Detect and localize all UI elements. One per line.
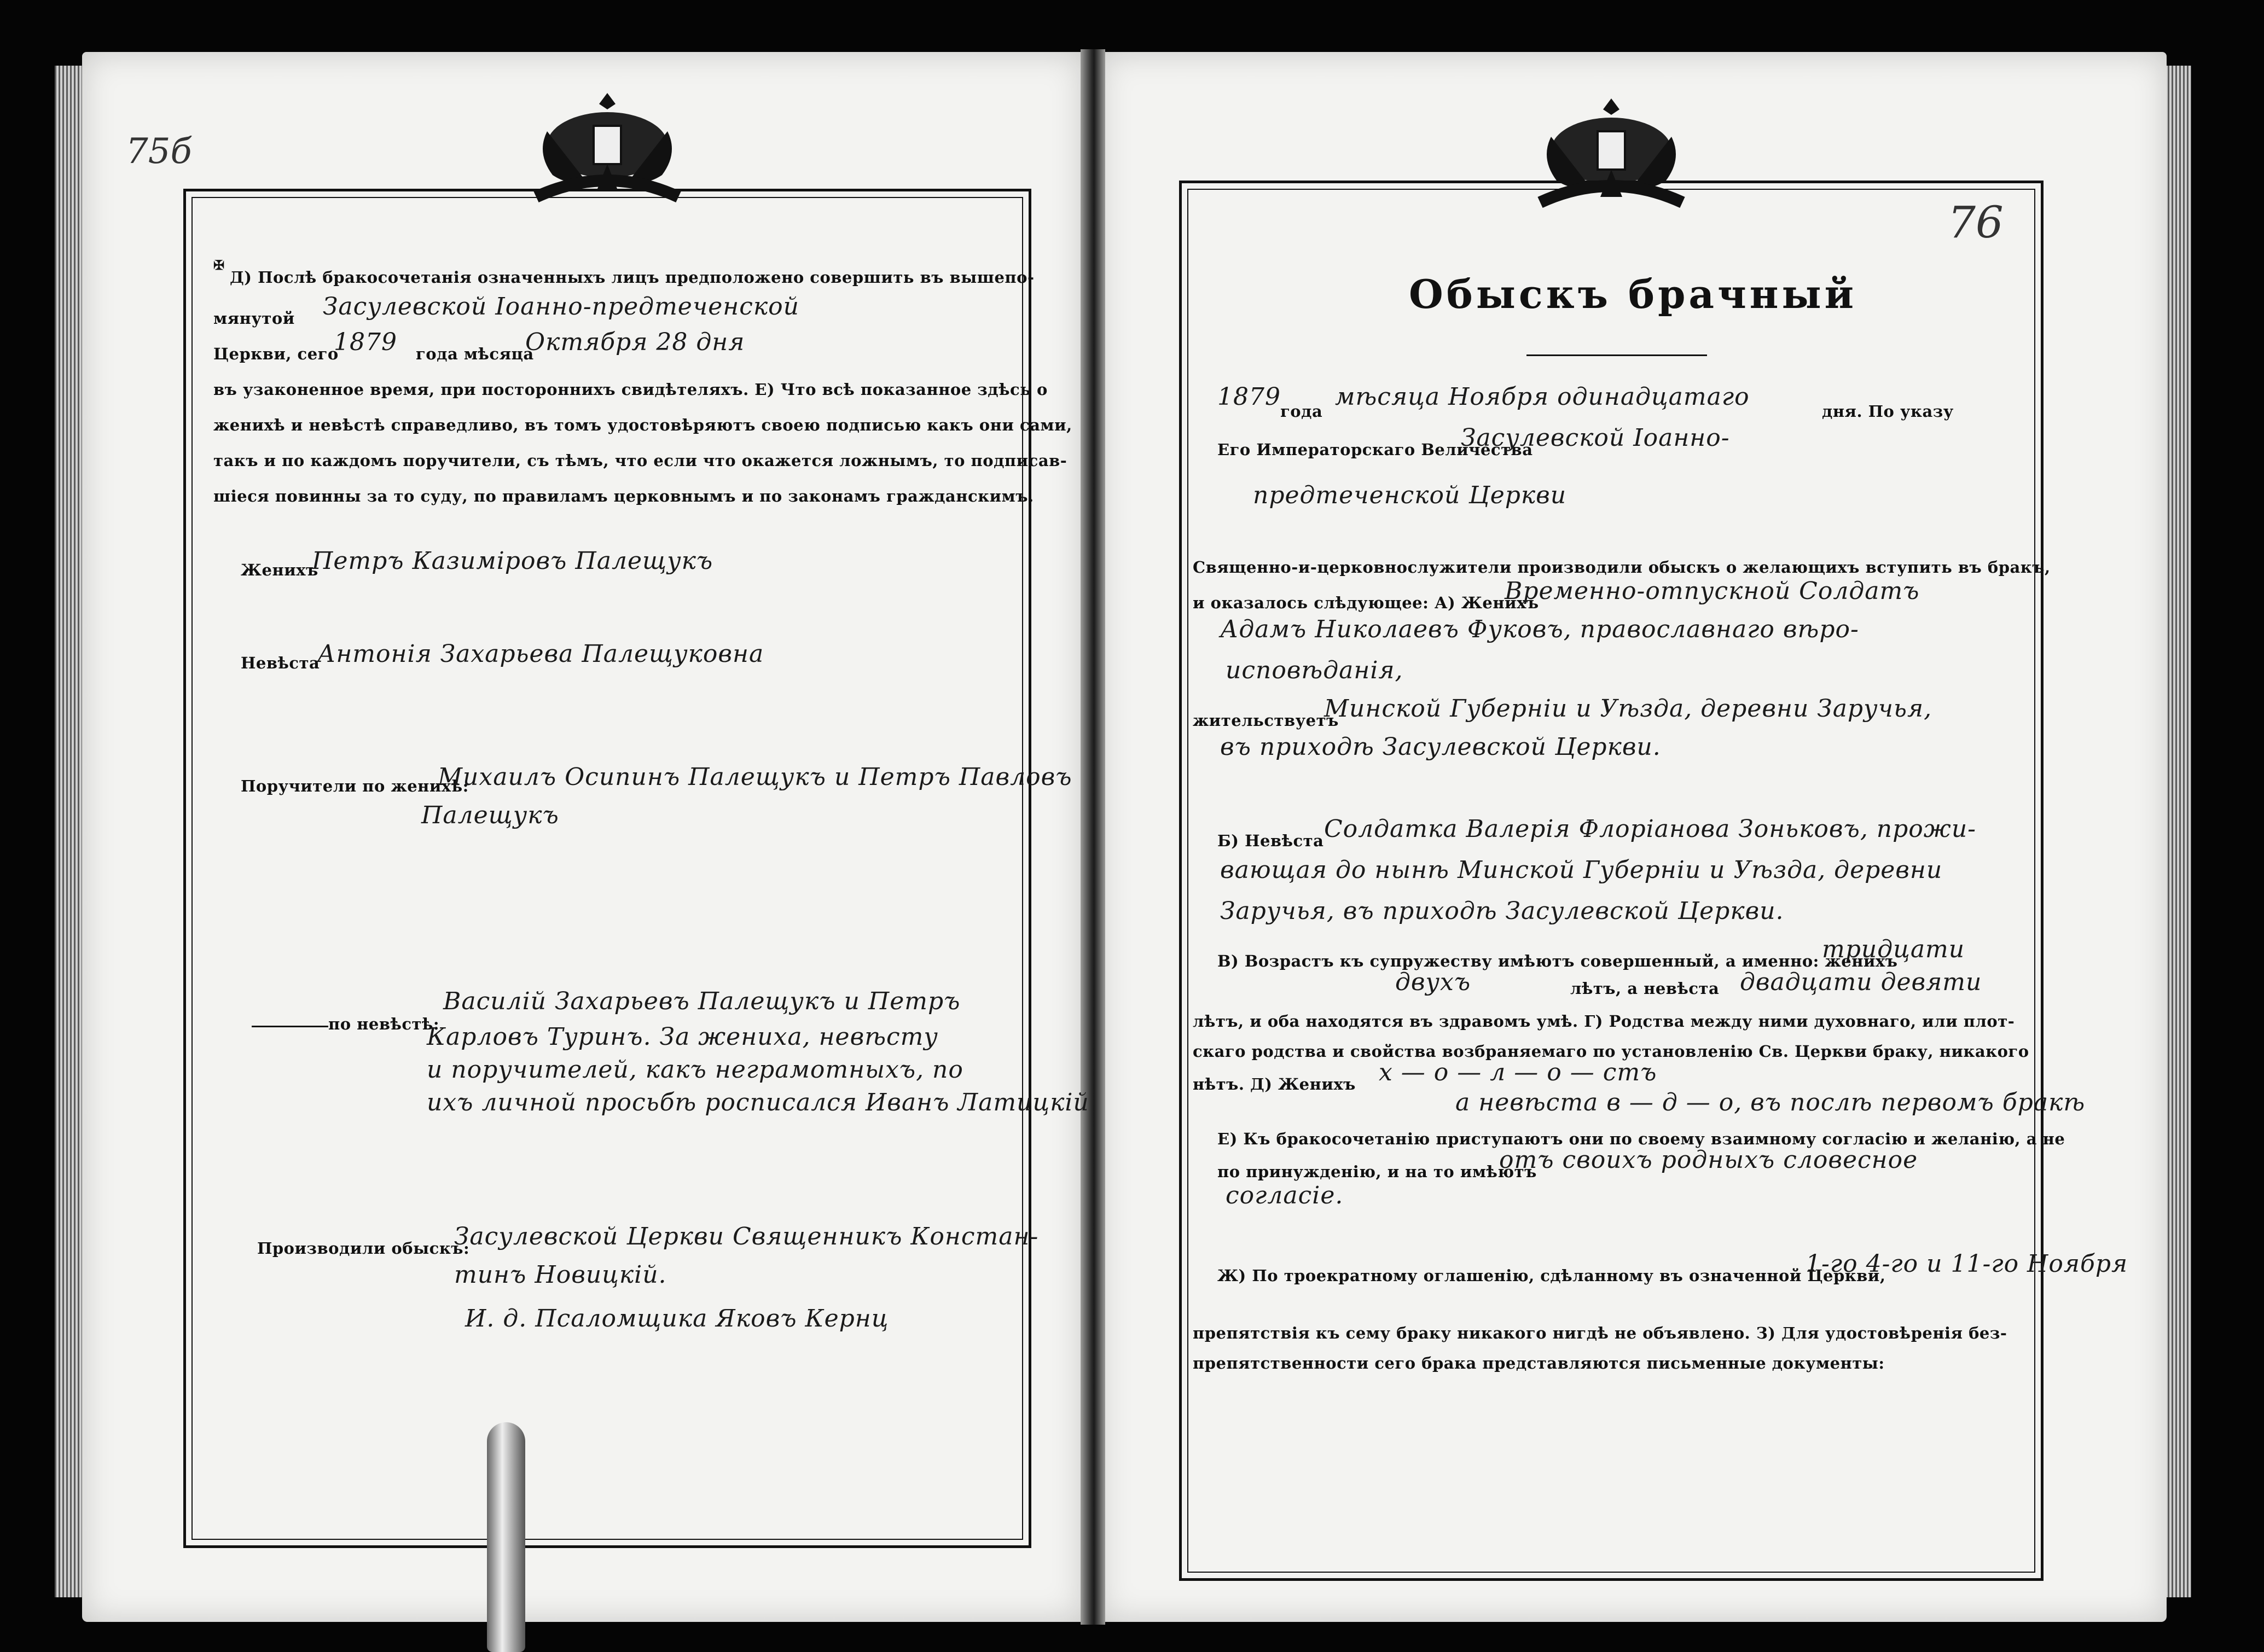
guarantors-groom-hand-2: Палещукъ — [421, 801, 559, 829]
groom-name-hand: Петръ Казиміровъ Палещукъ — [312, 547, 713, 575]
bride-hand-3: Заручья, въ приходѣ Засулевской Церкви. — [1220, 897, 1784, 925]
age-text-2: лѣтъ, а невѣста — [1570, 979, 1720, 998]
ornament-mark: ✠ — [213, 257, 225, 273]
consent-text-1: Е) Къ бракосочетанію приступаютъ они по своему взаимному согласію и желанію, а не — [1217, 1130, 2065, 1148]
age-groom-hand: тридцати — [1822, 935, 1965, 963]
residence-label: жительствуетъ — [1193, 711, 1339, 730]
paragraph-d-line-7: шіеся повинны за то суду, по правиламъ церковнымъ и по законамъ гражданскимъ. — [213, 487, 1034, 505]
conducted-hand-3: И. д. Псаломщика Яковъ Кернц — [465, 1305, 889, 1333]
paragraph-d-line-5: женихѣ и невѣстѣ справедливо, въ томъ удостовѣряютъ своею подписью какъ они сами, — [213, 416, 1072, 434]
paragraph-d-line-1: Д) Послѣ бракосочетанія означенныхъ лицъ предположено совершить въ вышепо- — [230, 268, 1035, 287]
banns-text-2: препятствія къ сему браку никакого нигдѣ не объявлено. З) Для удостовѣренія без- — [1193, 1324, 2007, 1342]
age-text-4: скаго родства и свойства возбраняемаго по установленію Св. Церкви браку, никакого — [1193, 1042, 2029, 1061]
guarantors-groom-label: Поручители по женихѣ: — [241, 777, 469, 795]
bride-label: Б) Невѣста — [1217, 831, 1324, 850]
paragraph-d-line-6: такъ и по каждомъ поручители, съ тѣмъ, что если что окажется ложнымъ, то подписав- — [213, 451, 1067, 470]
corner-pencil-note: 75б — [126, 131, 192, 172]
bride-hand-2: вающая до нынѣ Минской Губерніи и Уѣзда, деревни — [1220, 856, 1943, 884]
day-label: дня. По указу — [1822, 402, 1954, 421]
guarantors-bride-hand-2: Карловъ Туринъ. За жениха, невѣсту — [427, 1023, 938, 1051]
clergy-line: Священно-и-церковнослужители производили обыскъ о желающихъ вступить въ бракъ, — [1193, 558, 2051, 577]
guarantors-groom-hand-1: Михаилъ Осипинъ Палещукъ и Петръ Павловъ — [438, 763, 1072, 791]
groom-hand-3: исповѣданія, — [1226, 656, 1403, 684]
residence-hand-1: Минской Губерніи и Уѣзда, деревни Заручья, — [1324, 695, 1932, 723]
date-hand: Октября 28 дня — [525, 328, 745, 356]
groom-label: Женихъ — [241, 561, 318, 579]
consent-hand-2: согласіе. — [1226, 1182, 1344, 1209]
guarantors-bride-label: по невѣстѣ: — [328, 1015, 440, 1033]
metal-bookmark-clip — [487, 1422, 525, 1652]
groom-hand-1: Временно-отпускной Солдатъ — [1505, 577, 1920, 605]
groom-state-hand: х — о — л — о — стъ — [1379, 1058, 1657, 1086]
age-text-5: нѣтъ. Д) Женихъ — [1193, 1075, 1356, 1093]
conducted-hand-2: тинъ Новицкій. — [454, 1261, 667, 1289]
church-name-hand: Засулевской Іоанно-предтеченской — [323, 293, 799, 321]
book-edge-left — [55, 66, 83, 1597]
dash-rule — [252, 1026, 328, 1027]
bride-hand-1: Солдатка Валерія Флоріанова Зоньковъ, прожи- — [1324, 815, 1977, 843]
year-hand: 1879 — [334, 328, 397, 356]
banns-text-3: препятственности сего брака представляются письменные документы: — [1193, 1354, 1885, 1372]
month-day-hand: мѣсяца Ноября одинадцатаго — [1335, 383, 1750, 411]
banns-hand: 1-го 4-го и 11-го Ноября — [1806, 1250, 2128, 1278]
consent-hand: отъ своихъ родныхъ словесное — [1499, 1146, 1918, 1174]
bride-name-hand: Антонія Захарьева Палещуковна — [317, 640, 764, 668]
year-label: года — [1280, 402, 1323, 421]
conducted-label: Производили обыскъ: — [257, 1239, 470, 1258]
title-underline — [1526, 354, 1707, 356]
paragraph-d-line-4: въ узаконенное время, при постороннихъ свидѣтеляхъ. Е) Что всѣ показанное здѣсь о — [213, 380, 1048, 399]
banns-text-1: Ж) По троекратному оглашенію, сдѣланному въ означенной Церкви, — [1217, 1266, 1886, 1285]
found-label: и оказалось слѣдующее: А) Женихъ — [1193, 594, 1539, 612]
age-groom-hand-2: двухъ — [1395, 968, 1471, 996]
age-text-3: лѣтъ, и оба находятся въ здравомъ умѣ. Г) Родства между ними духовнаго, или плот- — [1193, 1012, 2015, 1031]
paragraph-d-line-3b: года мѣсяца — [416, 345, 534, 363]
page-number: 76 — [1948, 197, 2004, 248]
bride-state-hand: а невѣста в — д — о, въ послѣ первомъ бракѣ — [1455, 1089, 2086, 1116]
book-gutter — [1081, 49, 1105, 1625]
book-edge-right — [2164, 66, 2191, 1597]
guarantors-bride-hand-3: и поручителей, какъ неграмотныхъ, по — [427, 1056, 963, 1084]
age-text-1: В) Возрастъ къ супружеству имѣютъ совершенный, а именно: женихъ — [1217, 952, 1898, 970]
guarantors-bride-hand-1: Василій Захарьевъ Палещукъ и Петръ — [443, 987, 961, 1015]
consent-text-2: по принужденію, и на то имѣютъ — [1217, 1162, 1537, 1181]
conducted-hand-1: Засулевской Церкви Священникъ Констан- — [454, 1223, 1039, 1250]
majesty-line: Его Императорскаго Величества — [1217, 440, 1533, 459]
church-hand-2: предтеченской Церкви — [1253, 481, 1567, 509]
age-bride-hand: двадцати девяти — [1740, 968, 1982, 996]
bride-label: Невѣста — [241, 654, 320, 672]
document-title: Обыскъ брачный — [1409, 271, 1857, 317]
paragraph-d-line-3: Церкви, сего — [213, 345, 339, 363]
guarantors-bride-hand-4: ихъ личной просьбѣ росписался Иванъ Латицкій — [427, 1089, 1089, 1116]
church-hand: Засулевской Іоанно- — [1461, 424, 1730, 452]
groom-hand-2: Адамъ Николаевъ Фуковъ, православнаго вѣро- — [1220, 615, 1859, 643]
residence-hand-2: въ приходѣ Засулевской Церкви. — [1220, 733, 1661, 761]
paragraph-d-line-2: мянутой — [213, 309, 295, 328]
year-hand: 1879 — [1217, 383, 1281, 411]
